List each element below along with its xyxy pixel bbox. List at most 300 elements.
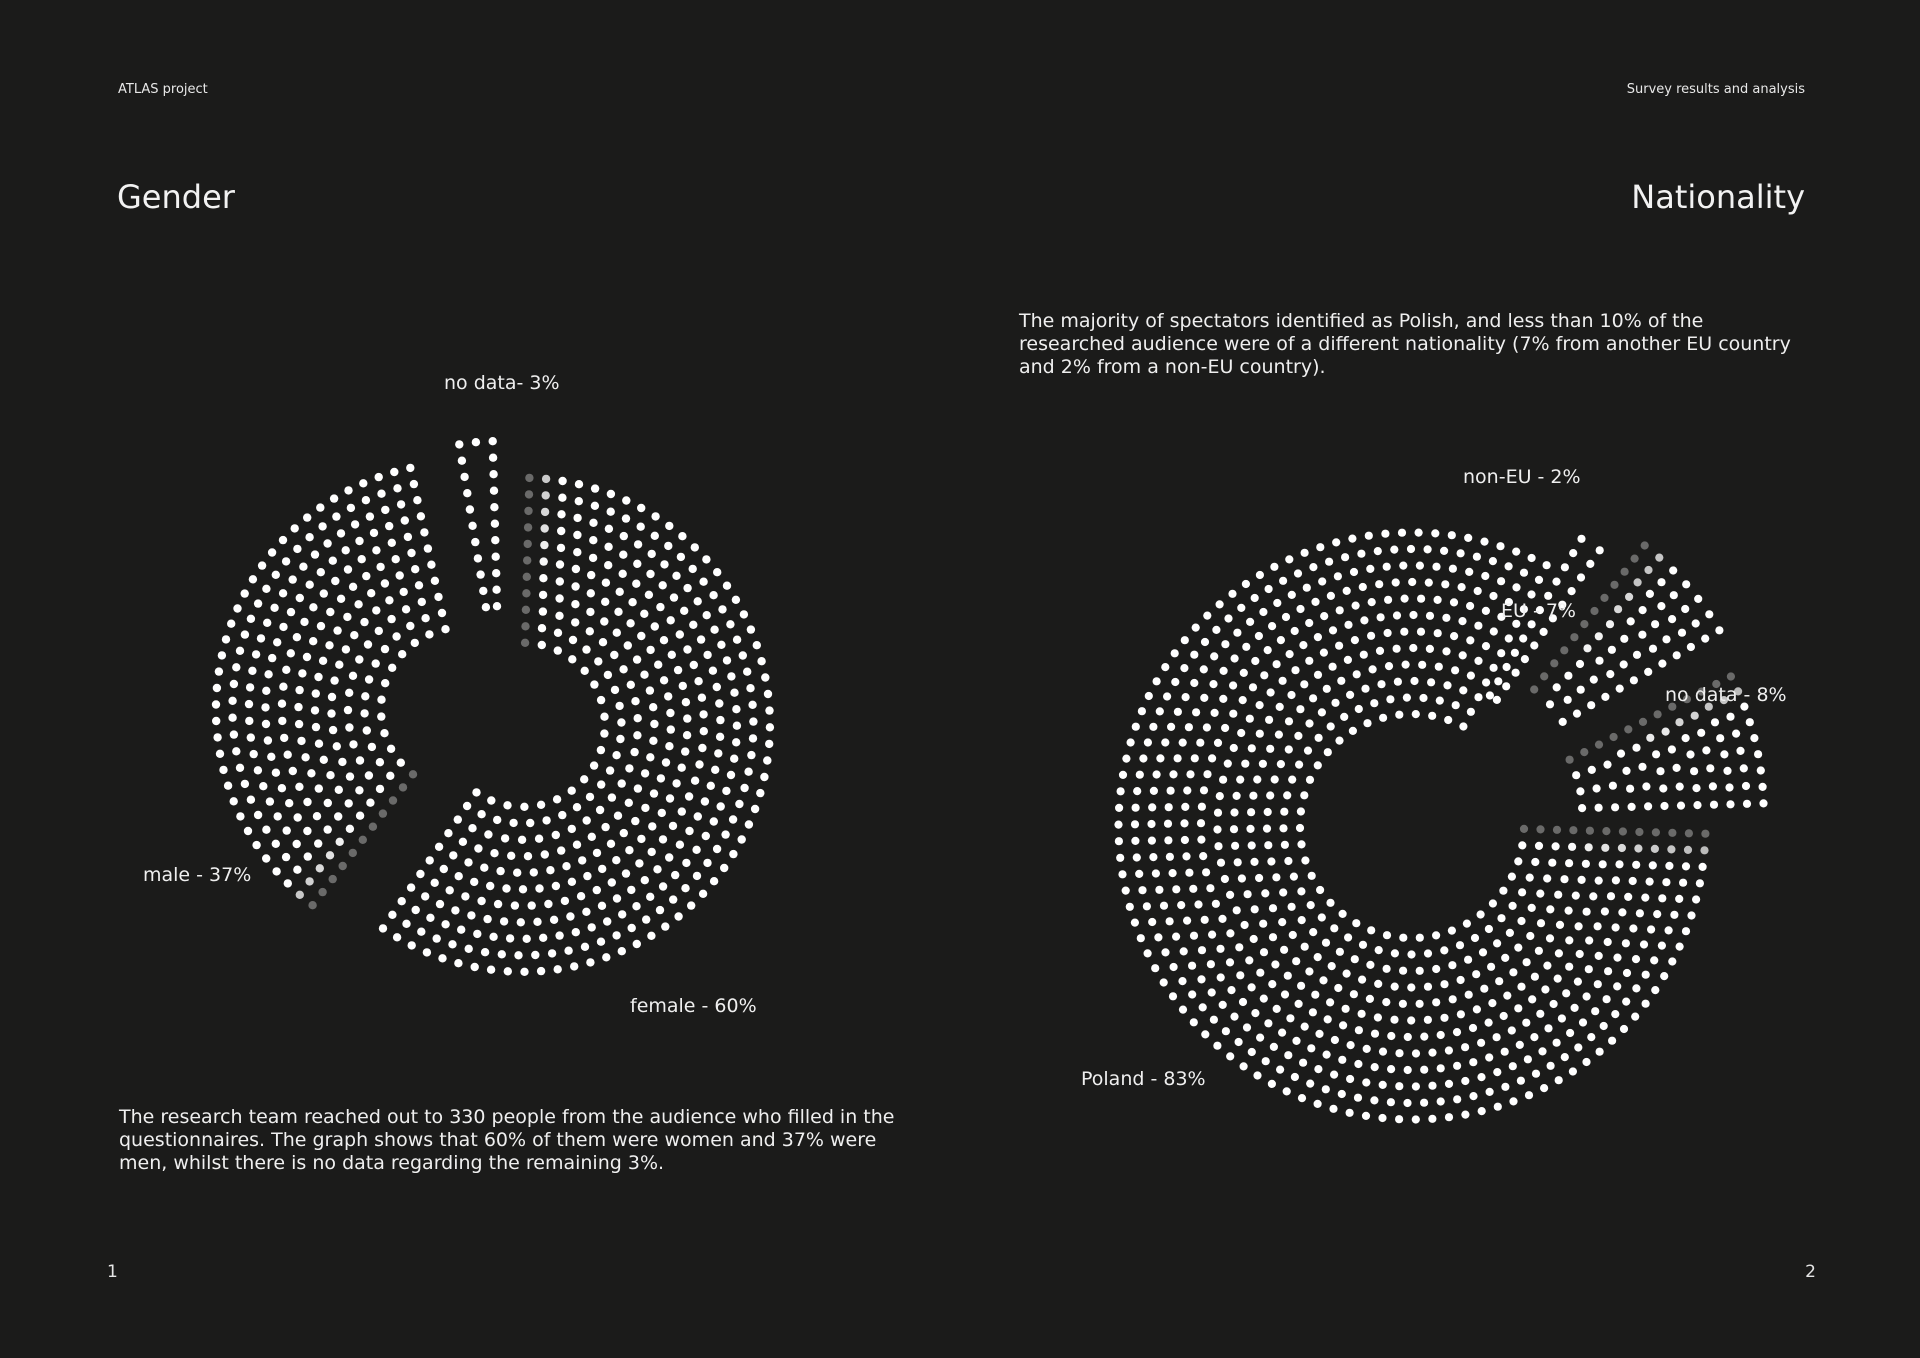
chart-dot: [1461, 1111, 1469, 1119]
chart-dot: [1363, 719, 1371, 727]
chart-dot: [1218, 915, 1226, 923]
chart-dot: [1278, 918, 1286, 926]
chart-dot: [1486, 1088, 1494, 1096]
chart-dot: [345, 799, 353, 807]
chart-dot: [590, 761, 598, 769]
chart-dot: [1632, 984, 1640, 992]
chart-dot: [1210, 1016, 1218, 1024]
chart-dot: [1564, 672, 1572, 680]
chart-dot: [710, 877, 718, 885]
chart-dot: [1166, 917, 1174, 925]
chart-dot: [671, 871, 679, 879]
chart-dot: [1582, 860, 1590, 868]
chart-dot: [557, 544, 565, 552]
chart-dot: [1229, 681, 1237, 689]
chart-dot: [425, 630, 433, 638]
chart-dot: [1266, 791, 1274, 799]
chart-dot: [664, 542, 672, 550]
chart-dot: [285, 799, 293, 807]
chart-dot: [463, 489, 471, 497]
chart-dot: [232, 663, 240, 671]
chart-dot: [1428, 1082, 1436, 1090]
chart-dot: [1136, 771, 1144, 779]
chart-dot: [602, 953, 610, 961]
chart-dot: [1156, 754, 1164, 762]
chart-dot: [1473, 553, 1481, 561]
chart-dot: [552, 831, 560, 839]
chart-dot: [1457, 549, 1465, 557]
chart-dot: [622, 514, 630, 522]
chart-dot: [356, 756, 364, 764]
chart-dot: [1750, 734, 1758, 742]
chart-dot: [1655, 554, 1663, 562]
chart-dot: [1285, 555, 1293, 563]
chart-dot: [1478, 1107, 1486, 1115]
chart-dot: [1180, 664, 1188, 672]
chart-dot: [254, 811, 262, 819]
chart-dot: [602, 579, 610, 587]
chart-dot: [1556, 921, 1564, 929]
chart-dot: [1732, 730, 1740, 738]
chart-dot: [665, 853, 673, 861]
chart-dot: [1138, 886, 1146, 894]
chart-dot: [400, 588, 408, 596]
chart-dot: [406, 622, 414, 630]
chart-dot: [586, 627, 594, 635]
chart-dot: [1449, 995, 1457, 1003]
chart-dot: [558, 494, 566, 502]
chart-dot: [1682, 734, 1690, 742]
chart-dot: [523, 556, 531, 564]
chart-dot: [590, 680, 598, 688]
chart-dot: [244, 827, 252, 835]
chart-dot: [1164, 836, 1172, 844]
chart-dot: [1606, 670, 1614, 678]
chart-dot: [1482, 607, 1490, 615]
chart-dot: [1587, 701, 1595, 709]
chart-dot: [1164, 820, 1172, 828]
chart-dot: [700, 727, 708, 735]
chart-dot: [1233, 906, 1241, 914]
chart-dot: [569, 636, 577, 644]
chart-dot: [413, 496, 421, 504]
chart-dot: [573, 803, 581, 811]
chart-dot: [273, 638, 281, 646]
chart-dot: [1303, 584, 1311, 592]
chart-dot: [1589, 892, 1597, 900]
chart-dot: [1230, 1013, 1238, 1021]
chart-dot: [318, 522, 326, 530]
chart-dot: [716, 733, 724, 741]
chart-dot: [709, 667, 717, 675]
chart-dot: [1119, 771, 1127, 779]
chart-dot: [1629, 924, 1637, 932]
chart-dot: [272, 769, 280, 777]
chart-dot: [1608, 646, 1616, 654]
chart-dot: [1239, 998, 1247, 1006]
chart-dot: [318, 888, 326, 896]
chart-dot: [1322, 1085, 1330, 1093]
chart-dot: [326, 771, 334, 779]
chart-dot: [1578, 876, 1586, 884]
chart-dot: [1511, 649, 1519, 657]
chart-dot: [1508, 1026, 1516, 1034]
chart-dot: [1371, 1063, 1379, 1071]
chart-dot: [625, 846, 633, 854]
chart-dot: [1267, 688, 1275, 696]
chart-dot: [1127, 738, 1135, 746]
chart-dot: [583, 816, 591, 824]
chart-dot: [1298, 1094, 1306, 1102]
chart-dot: [1242, 580, 1250, 588]
chart-dot: [1374, 547, 1382, 555]
chart-dot: [1242, 643, 1250, 651]
chart-dot: [641, 876, 649, 884]
chart-dot: [284, 751, 292, 759]
chart-dot: [1377, 680, 1385, 688]
chart-dot: [1622, 767, 1630, 775]
chart-dot: [1583, 908, 1591, 916]
chart-dot: [556, 560, 564, 568]
chart-dot: [1395, 1082, 1403, 1090]
chart-dot: [1639, 718, 1647, 726]
chart-dot: [1235, 1038, 1243, 1046]
chart-dot: [393, 933, 401, 941]
nationality-heading: Nationality: [1631, 178, 1805, 216]
chart-dot: [1561, 563, 1569, 571]
chart-dot: [313, 812, 321, 820]
chart-dot: [1445, 1113, 1453, 1121]
chart-dot: [707, 782, 715, 790]
chart-dot: [1210, 652, 1218, 660]
chart-dot: [1279, 888, 1287, 896]
chart-dot: [1441, 580, 1449, 588]
chart-dot: [1440, 1014, 1448, 1022]
page-number-left: 1: [107, 1262, 118, 1282]
chart-dot: [431, 577, 439, 585]
chart-dot: [597, 780, 605, 788]
chart-dot: [418, 598, 426, 606]
chart-dot: [1464, 956, 1472, 964]
chart-dot: [1383, 965, 1391, 973]
chart-dot: [1198, 803, 1206, 811]
chart-dot: [1279, 677, 1287, 685]
chart-dot: [270, 604, 278, 612]
chart-dot: [691, 777, 699, 785]
chart-dot: [309, 603, 317, 611]
chart-dot: [1535, 576, 1543, 584]
chart-dot: [1249, 683, 1257, 691]
chart-dot: [1580, 620, 1588, 628]
chart-dot: [1327, 592, 1335, 600]
chart-dot: [1673, 764, 1681, 772]
chart-dot: [716, 716, 724, 724]
chart-dot: [659, 581, 667, 589]
chart-dot: [634, 540, 642, 548]
chart-dot: [732, 596, 740, 604]
chart-dot: [649, 737, 657, 745]
chart-dot: [356, 812, 364, 820]
chart-dot: [533, 918, 541, 926]
chart-dot: [1300, 680, 1308, 688]
chart-dot: [1348, 535, 1356, 543]
chart-dot: [1395, 711, 1403, 719]
chart-dot: [1377, 613, 1385, 621]
chart-dot: [1350, 990, 1358, 998]
chart-dot: [1319, 976, 1327, 984]
chart-dot: [1541, 985, 1549, 993]
chart-dot: [354, 600, 362, 608]
chart-dot: [1404, 1033, 1412, 1041]
chart-dot: [1660, 972, 1668, 980]
chart-dot: [1132, 804, 1140, 812]
chart-dot: [1272, 873, 1280, 881]
chart-dot: [232, 747, 240, 755]
chart-dot: [1248, 1048, 1256, 1056]
chart-dot: [431, 879, 439, 887]
chart-dot: [703, 859, 711, 867]
chart-dot: [1417, 595, 1425, 603]
chart-dot: [1633, 651, 1641, 659]
chart-dot: [1532, 1070, 1540, 1078]
chart-dot: [1691, 712, 1699, 720]
chart-dot: [329, 726, 337, 734]
chart-dot: [1208, 931, 1216, 939]
chart-dot: [1180, 947, 1188, 955]
chart-dot: [598, 865, 606, 873]
chart-dot: [1276, 1066, 1284, 1074]
chart-dot: [607, 490, 615, 498]
chart-dot: [668, 651, 676, 659]
chart-dot: [1594, 980, 1602, 988]
chart-dot: [481, 948, 489, 956]
chart-dot: [1311, 991, 1319, 999]
chart-dot: [1427, 678, 1435, 686]
chart-dot: [1649, 645, 1657, 653]
chart-dot: [390, 468, 398, 476]
chart-dot: [344, 486, 352, 494]
chart-dot: [490, 849, 498, 857]
chart-dot: [1448, 531, 1456, 539]
chart-dot: [1155, 886, 1163, 894]
chart-dot: [761, 673, 769, 681]
chart-dot: [594, 657, 602, 665]
chart-dot: [1535, 947, 1543, 955]
chart-dot: [589, 519, 597, 527]
chart-dot: [1301, 1023, 1309, 1031]
chart-dot: [1402, 661, 1410, 669]
chart-dot: [1133, 853, 1141, 861]
chart-dot: [1670, 591, 1678, 599]
chart-dot: [1259, 760, 1267, 768]
chart-dot: [372, 606, 380, 614]
chart-dot: [539, 934, 547, 942]
chart-dot: [674, 912, 682, 920]
chart-dot: [1652, 750, 1660, 758]
chart-dot: [1620, 635, 1628, 643]
chart-dot: [1401, 595, 1409, 603]
chart-dot: [1546, 700, 1554, 708]
chart-dot: [1603, 761, 1611, 769]
chart-dot: [522, 589, 530, 597]
chart-dot: [651, 532, 659, 540]
chart-dot: [1200, 786, 1208, 794]
chart-dot: [1583, 992, 1591, 1000]
chart-dot: [1374, 1013, 1382, 1021]
chart-dot: [660, 636, 668, 644]
chart-dot: [1528, 554, 1536, 562]
chart-dot: [1757, 766, 1765, 774]
chart-dot: [1224, 614, 1232, 622]
chart-dot: [651, 512, 659, 520]
chart-dot: [1354, 1060, 1362, 1068]
chart-dot: [1335, 737, 1343, 745]
chart-dot: [492, 569, 500, 577]
chart-dot: [333, 742, 341, 750]
chart-dot: [444, 829, 452, 837]
chart-dot: [1646, 590, 1654, 598]
chart-dot: [376, 563, 384, 571]
chart-dot: [1493, 939, 1501, 947]
chart-dot: [1221, 875, 1229, 883]
chart-dot: [683, 645, 691, 653]
chart-dot: [597, 746, 605, 754]
chart-dot: [524, 523, 532, 531]
chart-dot: [727, 672, 735, 680]
chart-dot: [1640, 940, 1648, 948]
chart-dot: [471, 538, 479, 546]
chart-dot: [241, 630, 249, 638]
chart-dot: [219, 766, 227, 774]
chart-dot: [600, 729, 608, 737]
chart-dot: [1238, 874, 1246, 882]
chart-dot: [587, 571, 595, 579]
gender-description: The research team reached out to 330 people from the audience who filled in the questionnaires. The graph shows that 60% of them were women and 37% were men, whilst there is no data regarding the remaining 3%.: [119, 1106, 895, 1174]
chart-dot: [1271, 775, 1279, 783]
chart-dot: [489, 437, 497, 445]
chart-dot: [1329, 663, 1337, 671]
chart-dot: [703, 611, 711, 619]
chart-dot: [1284, 1051, 1292, 1059]
chart-dot: [1179, 1006, 1187, 1014]
chart-dot: [541, 850, 549, 858]
chart-dot: [1449, 565, 1457, 573]
chart-dot: [573, 548, 581, 556]
chart-dot: [622, 869, 630, 877]
chart-dot: [1399, 562, 1407, 570]
chart-dot: [1486, 691, 1494, 699]
chart-dot: [542, 491, 550, 499]
chart-dot: [1682, 927, 1690, 935]
chart-dot: [280, 734, 288, 742]
chart-dot: [1171, 649, 1179, 657]
chart-dot: [540, 541, 548, 549]
chart-dot: [1398, 529, 1406, 537]
chart-dot: [747, 751, 755, 759]
chart-dot: [320, 756, 328, 764]
chart-dot: [1548, 859, 1556, 867]
chart-dot: [730, 689, 738, 697]
chart-dot: [1677, 802, 1685, 810]
chart-dot: [1329, 626, 1337, 634]
chart-dot: [377, 696, 385, 704]
chart-dot: [1409, 611, 1417, 619]
chart-dot: [1436, 697, 1444, 705]
chart-dot: [1148, 918, 1156, 926]
chart-dot: [1263, 825, 1271, 833]
chart-dot: [1569, 1067, 1577, 1075]
chart-dot: [1379, 714, 1387, 722]
chart-dot: [1230, 825, 1238, 833]
chart-dot: [1646, 734, 1654, 742]
chart-dot: [1336, 606, 1344, 614]
chart-dot: [1631, 1013, 1639, 1021]
chart-dot: [1247, 808, 1255, 816]
chart-dot: [620, 829, 628, 837]
chart-dot: [679, 682, 687, 690]
chart-dot: [1260, 995, 1268, 1003]
chart-dot: [511, 901, 519, 909]
chart-dot: [1260, 948, 1268, 956]
chart-dot: [476, 570, 484, 578]
chart-dot: [1174, 754, 1182, 762]
chart-dot: [1407, 545, 1415, 553]
chart-dot: [627, 681, 635, 689]
chart-dot: [1565, 859, 1573, 867]
chart-dot: [1570, 633, 1578, 641]
chart-dot: [1391, 949, 1399, 957]
chart-dot: [262, 687, 270, 695]
chart-dot: [1290, 873, 1298, 881]
chart-dot: [491, 520, 499, 528]
chart-dot: [1554, 975, 1562, 983]
chart-dot: [1634, 578, 1642, 586]
chart-dot: [568, 787, 576, 795]
chart-dot: [324, 799, 332, 807]
chart-dot: [1295, 761, 1303, 769]
chart-dot: [1552, 842, 1560, 850]
chart-dot: [1361, 685, 1369, 693]
chart-dot: [1318, 577, 1326, 585]
chart-dot: [1435, 663, 1443, 671]
slice-female: [379, 474, 774, 976]
chart-dot: [1523, 958, 1531, 966]
chart-dot: [558, 811, 566, 819]
chart-dot: [1420, 1066, 1428, 1074]
chart-dot: [1480, 985, 1488, 993]
chart-dot: [224, 782, 232, 790]
chart-dot: [454, 959, 462, 967]
chart-dot: [1286, 1014, 1294, 1022]
chart-dot: [1624, 725, 1632, 733]
chart-dot: [1344, 621, 1352, 629]
chart-dot: [355, 537, 363, 545]
chart-dot: [1587, 1033, 1595, 1041]
chart-dot: [710, 626, 718, 634]
chart-dot: [1198, 946, 1206, 954]
chart-dot: [1583, 644, 1591, 652]
chart-dot: [683, 584, 691, 592]
chart-dot: [1651, 845, 1659, 853]
chart-dot: [1620, 660, 1628, 668]
chart-dot: [1418, 661, 1426, 669]
chart-dot: [304, 852, 312, 860]
chart-dot: [461, 892, 469, 900]
chart-dot: [1424, 949, 1432, 957]
chart-dot: [287, 649, 295, 657]
chart-dot: [1644, 668, 1652, 676]
chart-dot: [685, 827, 693, 835]
